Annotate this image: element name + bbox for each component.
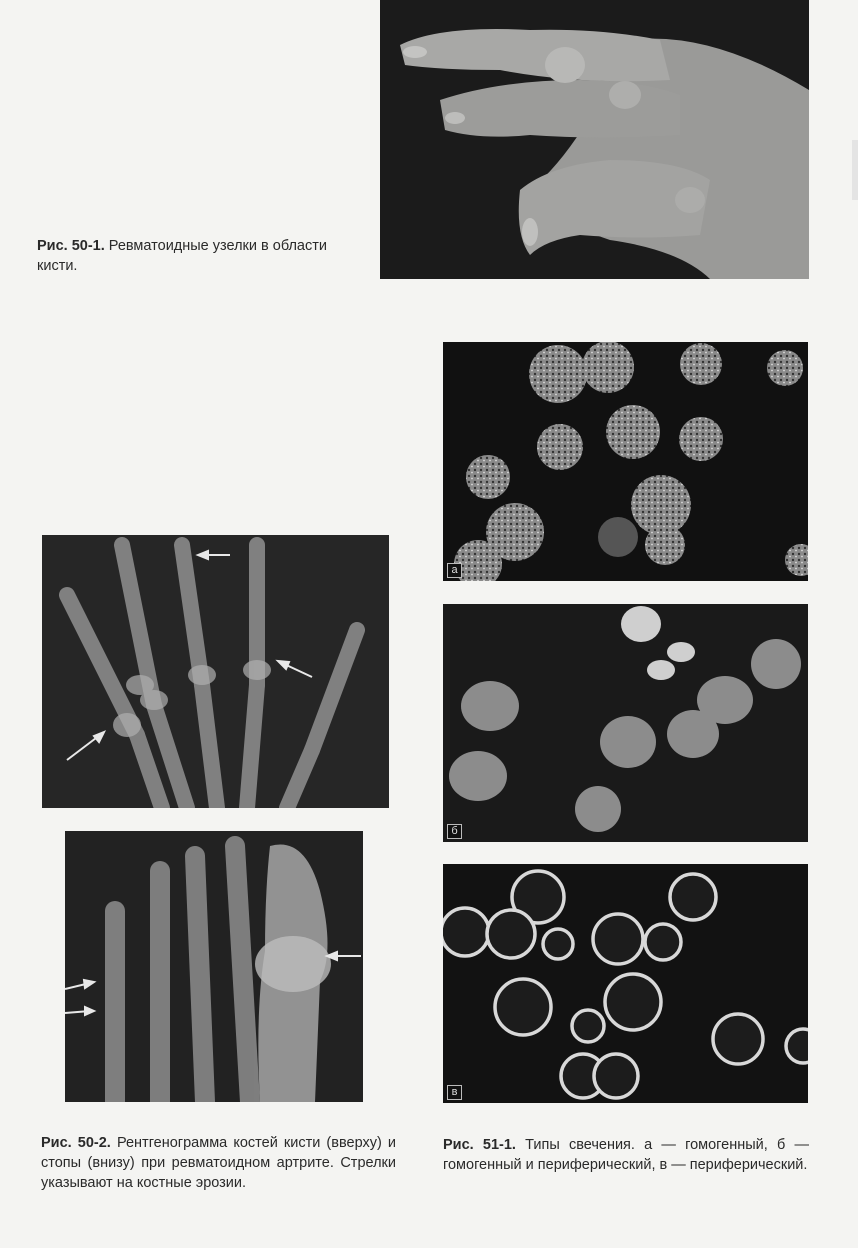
page-edge-shadow <box>852 140 858 200</box>
panel-label-v: в <box>447 1085 462 1100</box>
fig50-1-caption <box>37 236 349 276</box>
fig51-1-caption <box>443 1135 809 1175</box>
fluorescence-panel-v <box>443 864 808 1103</box>
fig51-1-text: Типы свечения. а — гомогенный, б — гомогенный и периферический, в — периферический. <box>443 1137 810 1173</box>
fig50-1-label: Рис. 50-1. <box>37 238 105 254</box>
fluorescence-panel-a <box>443 342 808 581</box>
fig50-1-text: Ревматоидные узелки в области кисти. <box>37 238 327 274</box>
fluorescence-panel-b <box>443 604 808 842</box>
panel-label-b: б <box>447 824 462 839</box>
hand-xray <box>42 535 389 808</box>
fig50-2-text: Рентгенограмма костей кисти (вверху) и стопы (внизу) при ревматоидном артрите. Стрелки указывают на костные эрозии. <box>41 1135 397 1191</box>
foot-xray <box>65 831 363 1102</box>
fig50-2-caption <box>41 1133 396 1193</box>
panel-label-a: а <box>447 563 462 578</box>
hand-nodules-photo <box>380 0 809 279</box>
fig50-2-label: Рис. 50-2. <box>41 1135 111 1151</box>
fig51-1-label: Рис. 51-1. <box>443 1137 516 1153</box>
